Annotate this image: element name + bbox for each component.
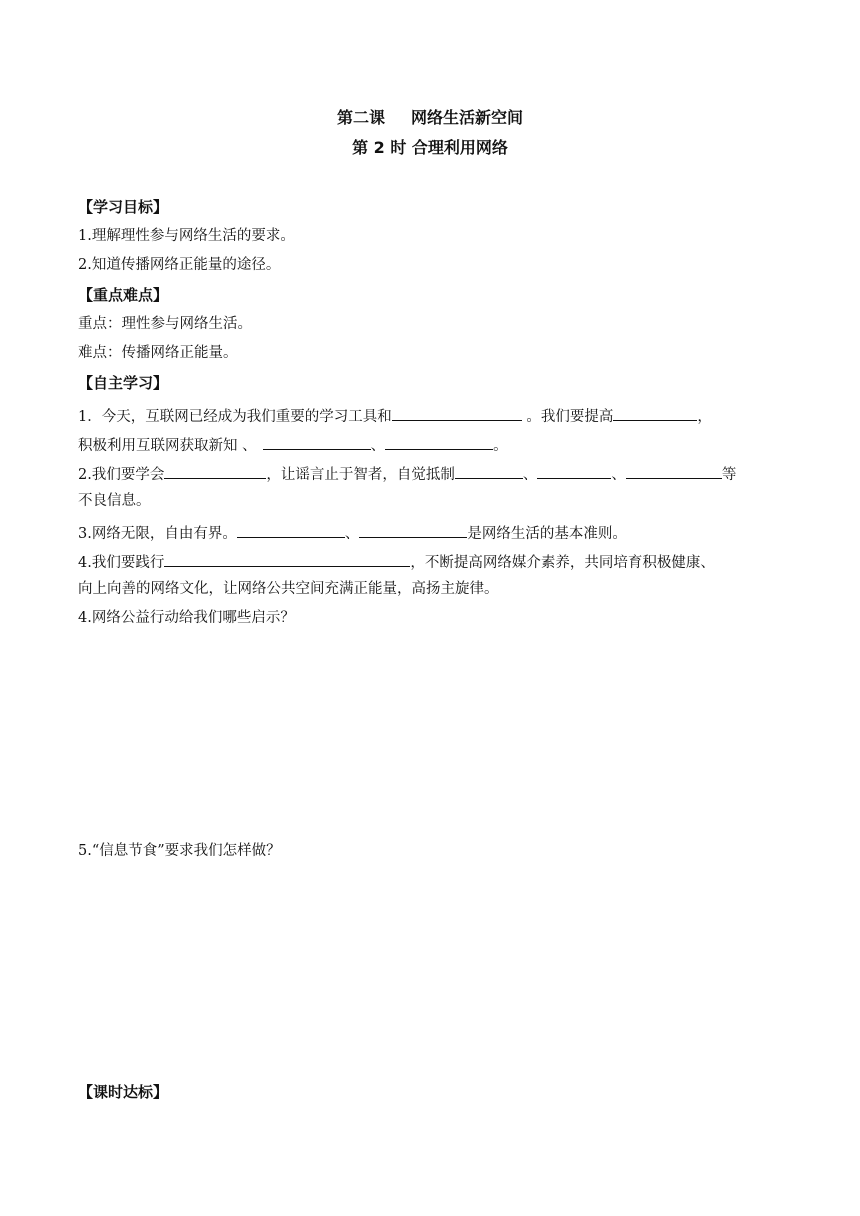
question-1-text: 。我们要提高 <box>521 409 614 425</box>
question-1-text: 。 <box>493 438 508 454</box>
answer-blank[interactable] <box>385 433 493 450</box>
assessment-heading: 【课时达标】 <box>78 1083 169 1101</box>
question-information-diet: 5.“信息节食”要求我们怎样做？ <box>78 843 281 859</box>
question-4-text: 4.我们要践行 <box>78 555 165 571</box>
question-1-line-2 <box>78 433 508 456</box>
question-1-text: 、 <box>370 438 386 454</box>
objective-item-2: 2.知道传播网络正能量的途径。 <box>78 257 281 273</box>
question-public-welfare: 4.网络公益行动给我们哪些启示？ <box>78 610 295 626</box>
key-points-heading: 【重点难点】 <box>78 286 169 304</box>
question-2-text: ，让谣言止于智者，自觉抵制 <box>266 467 455 483</box>
answer-blank[interactable] <box>392 404 522 421</box>
period-subtitle: 第 2 时 合理利用网络 <box>352 138 508 157</box>
objectives-heading: 【学习目标】 <box>78 198 169 216</box>
answer-blank[interactable] <box>613 404 697 421</box>
question-1-line-1 <box>78 404 712 427</box>
question-2-text: 2.我们要学会 <box>78 467 165 483</box>
answer-blank[interactable] <box>164 462 266 479</box>
question-2-text: 等 <box>721 467 737 483</box>
answer-blank[interactable] <box>263 433 371 450</box>
question-4-line-1 <box>78 550 715 573</box>
question-2-text: 、 <box>611 467 626 483</box>
question-3-text: 、 <box>344 526 360 542</box>
question-2-line-1 <box>78 462 736 485</box>
question-2-line-2: 不良信息。 <box>78 493 151 509</box>
answer-blank[interactable] <box>626 462 722 479</box>
difficult-point-item: 难点：传播网络正能量。 <box>78 345 238 361</box>
answer-blank[interactable] <box>537 462 611 479</box>
question-2-text: 、 <box>522 467 538 483</box>
question-1-text: ， <box>697 409 712 425</box>
self-study-heading: 【自主学习】 <box>78 374 169 392</box>
question-3-line <box>78 521 627 544</box>
answer-blank[interactable] <box>237 521 345 538</box>
question-3-text: 是网络生活的基本准则。 <box>467 526 627 542</box>
question-4-line-2: 向上向善的网络文化，让网络公共空间充满正能量，高扬主旋律。 <box>78 581 499 597</box>
answer-blank[interactable] <box>164 550 410 567</box>
key-point-item: 重点：理性参与网络生活。 <box>78 316 252 332</box>
question-4-text: ，不断提高网络媒介素养，共同培育积极健康、 <box>410 555 715 571</box>
answer-blank[interactable] <box>455 462 523 479</box>
lesson-topic: 网络生活新空间 <box>411 108 524 127</box>
question-3-text: 3.网络无限，自由有界。 <box>78 526 237 542</box>
lesson-title <box>0 108 860 128</box>
lesson-number: 第二课 <box>336 108 385 127</box>
question-1-text: 1．今天，互联网已经成为我们重要的学习工具和 <box>78 409 392 425</box>
answer-blank[interactable] <box>359 521 467 538</box>
objective-item-1: 1.理解理性参与网络生活的要求。 <box>78 228 295 244</box>
question-1-text: 积极利用互联网获取新知 、 <box>78 438 257 454</box>
